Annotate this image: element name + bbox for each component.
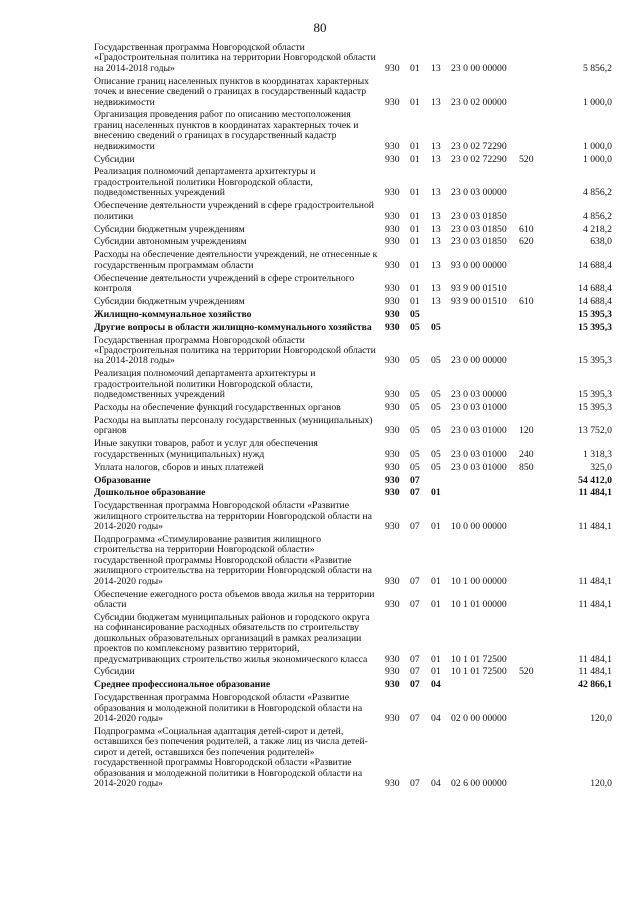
target-article-code: 23 0 00 00000 xyxy=(451,62,507,74)
expense-type-code xyxy=(519,166,544,200)
expense-type-code xyxy=(519,487,544,500)
table-row xyxy=(94,415,612,438)
amount: 4 218,2 xyxy=(582,223,612,235)
subsection-code: 05 xyxy=(431,355,441,367)
row-name: Государственная программа Новгородской области «Развитие жилищного строительства на территории Новгородской области на 2014-2020 годы» xyxy=(94,500,372,533)
subsection-code xyxy=(431,309,451,322)
target-article-code: 23 0 03 01850 xyxy=(451,210,507,222)
expense-type-code xyxy=(519,200,544,223)
ved-code: 930 xyxy=(385,778,400,789)
section-code: 01 xyxy=(410,236,420,248)
ved-code: 930 xyxy=(385,666,400,678)
target-article-code: 23 0 03 01000 xyxy=(451,425,507,437)
target-article-code: 93 9 00 01510 xyxy=(451,295,507,307)
section-code: 07 xyxy=(410,575,420,587)
expense-type-code xyxy=(519,612,544,667)
row-name: Государственная программа Новгородской области «Развитие образования и молодежной политики в Новгородской области на 2014-2020 годы» xyxy=(94,692,363,725)
amount: 13 752,0 xyxy=(578,425,612,437)
amount: 1 000,0 xyxy=(582,140,612,152)
target-article-code: 23 0 02 72290 xyxy=(451,140,507,152)
subsection-code: 05 xyxy=(431,402,441,414)
expense-type-code: 610 xyxy=(519,295,534,307)
section-code: 07 xyxy=(410,666,420,678)
amount: 11 484,1 xyxy=(578,487,612,499)
table-row xyxy=(94,666,612,679)
row-name: Субсидии бюджетным учреждениям xyxy=(94,295,245,307)
row-name: Субсидии xyxy=(94,666,135,678)
section-code: 01 xyxy=(410,96,420,108)
table-row xyxy=(94,296,612,309)
amount: 325,0 xyxy=(590,461,612,473)
section-code: 07 xyxy=(410,653,420,665)
amount: 11 484,1 xyxy=(578,575,612,587)
row-name: Другие вопросы в области жилищно-коммунального хозяйства xyxy=(94,321,372,333)
section-code: 05 xyxy=(410,321,420,333)
subsection-code: 01 xyxy=(431,599,441,610)
amount: 11 484,1 xyxy=(578,653,612,665)
section-code: 01 xyxy=(410,187,420,199)
ved-code: 930 xyxy=(385,187,400,199)
expense-type-code xyxy=(519,534,544,589)
target-article-code xyxy=(451,475,519,488)
target-article-code: 23 0 03 01000 xyxy=(451,402,507,414)
row-name: Расходы на обеспечение функций государственных органов xyxy=(94,402,341,414)
expense-type-code: 620 xyxy=(519,236,534,248)
row-name: Реализация полномочий департамента архитектуры и градостроительной политики Новгородской области, подведомственных учреждений xyxy=(94,368,316,401)
target-article-code xyxy=(451,679,519,692)
table-row xyxy=(94,612,612,667)
expense-type-code: 120 xyxy=(519,425,534,437)
row-name: Дошкольное образование xyxy=(94,487,206,499)
target-article-code: 93 0 00 00000 xyxy=(451,259,507,271)
table-row xyxy=(94,487,612,500)
amount: 4 856,2 xyxy=(582,187,612,199)
ved-code: 930 xyxy=(385,474,400,486)
section-code: 05 xyxy=(410,402,420,414)
amount: 4 856,2 xyxy=(582,210,612,222)
subsection-code: 13 xyxy=(431,295,441,307)
subsection-code: 13 xyxy=(431,223,441,235)
subsection-code: 04 xyxy=(431,778,441,789)
section-code: 05 xyxy=(410,448,420,460)
subsection-code: 01 xyxy=(431,653,441,665)
table-row xyxy=(94,154,612,167)
ved-code: 930 xyxy=(385,487,400,499)
amount: 120,0 xyxy=(590,778,612,789)
row-name: Субсидии xyxy=(94,153,135,165)
table-row xyxy=(94,249,612,272)
expense-type-code xyxy=(519,335,544,369)
ved-code: 930 xyxy=(385,448,400,460)
expense-type-code xyxy=(519,500,544,534)
subsection-code: 13 xyxy=(431,259,441,271)
table-row xyxy=(94,166,612,200)
row-name: Подпрограмма «Социальная адаптация детей-сирот и детей, оставшихся без попечения родителей, а также лиц из числа детей-сирот и детей, оставшихся без попечения родителей» государственной программы Новгородской области «Развитие образования и молодежной политики в Новгородской области на 2014-2020 годы» xyxy=(94,725,368,789)
target-article-code: 23 0 03 01000 xyxy=(451,448,507,460)
expense-type-code xyxy=(519,679,544,692)
expense-type-code xyxy=(519,475,544,488)
target-article-code xyxy=(451,487,519,500)
row-name: Расходы на обеспечение деятельности учреждений, не отнесенные к государственным программам области xyxy=(94,249,378,271)
ved-code: 930 xyxy=(385,713,400,725)
section-code: 07 xyxy=(410,778,420,789)
ved-code: 930 xyxy=(385,461,400,473)
expense-type-code xyxy=(519,368,544,402)
row-name: Государственная программа Новгородской области «Градостроительная политика на территории Новгородской области на 2014-2018 годы» xyxy=(94,42,376,74)
page-number: 80 xyxy=(313,20,327,35)
table-row xyxy=(94,236,612,249)
row-name: Субсидии бюджетам муниципальных районов и городского округа на софинансирование расходных обязательств по строительству дошкольных образовательных организаций в рамках реализации проектов по комплексному развитию территорий, предусматривающих строительство жилья экономического класса xyxy=(94,611,370,665)
amount: 14 688,4 xyxy=(578,295,612,307)
expense-type-code xyxy=(519,273,544,296)
target-article-code: 93 9 00 01510 xyxy=(451,283,507,295)
section-code: 01 xyxy=(410,62,420,74)
expense-type-code xyxy=(519,42,544,76)
section-code: 05 xyxy=(410,308,420,320)
expense-type-code: 520 xyxy=(519,153,534,165)
subsection-code: 01 xyxy=(431,575,441,587)
table-row xyxy=(94,309,612,322)
target-article-code: 23 0 03 00000 xyxy=(451,389,507,401)
ved-code: 930 xyxy=(385,223,400,235)
section-code: 01 xyxy=(410,259,420,271)
row-name: Субсидии автономным учреждениям xyxy=(94,236,247,248)
section-code: 01 xyxy=(410,223,420,235)
row-name: Организация проведения работ по описанию местоположения границ населенных пунктов в координатах характерных точек и внесению сведений о границах в государственный кадастр недвижимости xyxy=(94,109,359,152)
target-article-code: 23 0 03 00000 xyxy=(451,187,507,199)
section-code: 05 xyxy=(410,389,420,401)
row-name: Описание границ населенных пунктов в координатах характерных точек и внесение сведений о границах в государственный кадастр недвижимости xyxy=(94,75,370,108)
subsection-code: 13 xyxy=(431,283,441,295)
row-name: Реализация полномочий департамента архитектуры и градостроительной политики Новгородской области, подведомственных учреждений xyxy=(94,166,316,199)
row-name: Жилищно-коммунальное хозяйство xyxy=(94,308,252,320)
budget-table xyxy=(94,42,612,791)
target-article-code xyxy=(451,309,519,322)
table-row xyxy=(94,402,612,415)
expense-type-code xyxy=(519,322,544,335)
table-row xyxy=(94,475,612,488)
subsection-code: 01 xyxy=(431,521,441,533)
row-name: Государственная программа Новгородской области «Градостроительная политика на территории Новгородской области на 2014-2018 годы» xyxy=(94,334,376,367)
table-row xyxy=(94,726,612,791)
expense-type-code: 520 xyxy=(519,666,534,678)
subsection-code: 05 xyxy=(431,461,441,473)
target-article-code: 02 0 00 00000 xyxy=(451,713,507,725)
section-code: 05 xyxy=(410,425,420,437)
amount: 120,0 xyxy=(590,713,612,725)
subsection-code: 05 xyxy=(431,321,441,333)
ved-code: 930 xyxy=(385,389,400,401)
amount: 15 395,3 xyxy=(578,389,612,401)
ved-code: 930 xyxy=(385,236,400,248)
subsection-code: 01 xyxy=(431,487,441,499)
subsection-code: 05 xyxy=(431,425,441,437)
row-name: Среднее профессиональное образование xyxy=(94,679,271,691)
ved-code: 930 xyxy=(385,295,400,307)
subsection-code: 01 xyxy=(431,666,441,678)
amount: 14 688,4 xyxy=(578,259,612,271)
ved-code: 930 xyxy=(385,308,400,320)
section-code: 01 xyxy=(410,283,420,295)
table-row xyxy=(94,534,612,589)
subsection-code: 04 xyxy=(431,713,441,725)
budget-rows xyxy=(94,42,612,791)
table-row xyxy=(94,462,612,475)
expense-type-code: 240 xyxy=(519,448,534,460)
ved-code: 930 xyxy=(385,62,400,74)
target-article-code: 23 0 03 01850 xyxy=(451,236,507,248)
ved-code: 930 xyxy=(385,679,400,691)
table-row xyxy=(94,335,612,369)
amount: 15 395,3 xyxy=(578,355,612,367)
ved-code: 930 xyxy=(385,140,400,152)
table-row xyxy=(94,200,612,223)
table-row xyxy=(94,273,612,296)
subsection-code: 13 xyxy=(431,62,441,74)
ved-code: 930 xyxy=(385,283,400,295)
ved-code: 930 xyxy=(385,259,400,271)
ved-code: 930 xyxy=(385,210,400,222)
expense-type-code xyxy=(519,692,544,726)
ved-code: 930 xyxy=(385,321,400,333)
subsection-code: 13 xyxy=(431,140,441,152)
subsection-code: 13 xyxy=(431,210,441,222)
target-article-code: 23 0 03 01850 xyxy=(451,223,507,235)
section-code: 01 xyxy=(410,153,420,165)
amount: 5 856,2 xyxy=(582,62,612,74)
ved-code: 930 xyxy=(385,521,400,533)
target-article-code: 23 0 02 72290 xyxy=(451,153,507,165)
subsection-code: 13 xyxy=(431,96,441,108)
target-article-code: 23 0 02 00000 xyxy=(451,96,507,108)
amount: 54 412,0 xyxy=(578,474,612,486)
amount: 11 484,1 xyxy=(578,666,612,678)
target-article-code: 10 0 00 00000 xyxy=(451,521,507,533)
amount: 638,0 xyxy=(590,236,612,248)
table-row xyxy=(94,322,612,335)
section-code: 05 xyxy=(410,355,420,367)
ved-code: 930 xyxy=(385,653,400,665)
table-row xyxy=(94,109,612,153)
ved-code: 930 xyxy=(385,355,400,367)
table-row xyxy=(94,679,612,692)
subsection-code: 13 xyxy=(431,236,441,248)
section-code: 07 xyxy=(410,474,420,486)
target-article-code: 10 1 01 72500 xyxy=(451,666,507,678)
expense-type-code xyxy=(519,589,544,612)
target-article-code: 10 1 00 00000 xyxy=(451,575,507,587)
table-row xyxy=(94,500,612,534)
section-code: 07 xyxy=(410,713,420,725)
subsection-code: 05 xyxy=(431,389,441,401)
target-article-code: 10 1 01 72500 xyxy=(451,653,507,665)
target-article-code: 02 6 00 00000 xyxy=(451,778,507,789)
amount: 15 395,3 xyxy=(578,321,612,333)
amount: 42 866,1 xyxy=(578,679,612,691)
target-article-code: 23 0 03 01000 xyxy=(451,461,507,473)
row-name: Обеспечение деятельности учреждений в сфере градостроительной политики xyxy=(94,200,374,222)
amount: 11 484,1 xyxy=(578,599,612,610)
section-code: 01 xyxy=(410,210,420,222)
row-name: Субсидии бюджетным учреждениям xyxy=(94,223,245,235)
amount: 1 000,0 xyxy=(582,96,612,108)
expense-type-code: 850 xyxy=(519,461,534,473)
subsection-code: 13 xyxy=(431,153,441,165)
row-name: Подпрограмма «Стимулирование развития жилищного строительства на территории Новгородской области» государственной программы Новгородской области «Развитие жилищного строительства на территории Новгородской области на 2014-2020 годы» xyxy=(94,534,372,587)
target-article-code xyxy=(451,322,519,335)
expense-type-code xyxy=(519,402,544,415)
expense-type-code xyxy=(519,309,544,322)
expense-type-code xyxy=(519,726,544,791)
ved-code: 930 xyxy=(385,425,400,437)
table-row xyxy=(94,224,612,237)
row-name: Обеспечение деятельности учреждений в сфере строительного контроля xyxy=(94,272,355,295)
expense-type-code xyxy=(519,249,544,272)
amount: 11 484,1 xyxy=(578,521,612,533)
amount: 1 318,3 xyxy=(582,448,612,460)
table-row xyxy=(94,368,612,402)
table-row xyxy=(94,589,612,612)
subsection-code: 04 xyxy=(431,679,441,691)
table-row xyxy=(94,76,612,110)
table-row xyxy=(94,692,612,726)
expense-type-code: 610 xyxy=(519,223,534,235)
section-code: 07 xyxy=(410,599,420,610)
ved-code: 930 xyxy=(385,96,400,108)
row-name: Уплата налогов, сборов и иных платежей xyxy=(94,461,264,473)
section-code: 07 xyxy=(410,487,420,499)
amount: 15 395,3 xyxy=(578,402,612,414)
section-code: 07 xyxy=(410,679,420,691)
row-name: Обеспечение ежегодного роста объемов ввода жилья на территории области xyxy=(94,588,375,610)
row-name: Образование xyxy=(94,474,151,486)
amount: 14 688,4 xyxy=(578,283,612,295)
table-row xyxy=(94,438,612,461)
target-article-code: 10 1 01 00000 xyxy=(451,599,507,610)
expense-type-code xyxy=(519,76,544,110)
section-code: 01 xyxy=(410,140,420,152)
ved-code: 930 xyxy=(385,402,400,414)
ved-code: 930 xyxy=(385,575,400,587)
row-name: Расходы на выплаты персоналу государственных (муниципальных) органов xyxy=(94,415,373,437)
subsection-code: 05 xyxy=(431,448,441,460)
table-row xyxy=(94,42,612,76)
amount: 15 395,3 xyxy=(578,308,612,320)
ved-code: 930 xyxy=(385,153,400,165)
row-name: Иные закупки товаров, работ и услуг для обеспечения государственных (муниципальных) нужд xyxy=(94,438,318,460)
subsection-code xyxy=(431,475,451,488)
subsection-code: 13 xyxy=(431,187,441,199)
section-code: 05 xyxy=(410,461,420,473)
section-code: 01 xyxy=(410,295,420,307)
target-article-code: 23 0 00 00000 xyxy=(451,355,507,367)
ved-code: 930 xyxy=(385,599,400,610)
amount: 1 000,0 xyxy=(582,153,612,165)
expense-type-code xyxy=(519,109,544,153)
section-code: 07 xyxy=(410,521,420,533)
